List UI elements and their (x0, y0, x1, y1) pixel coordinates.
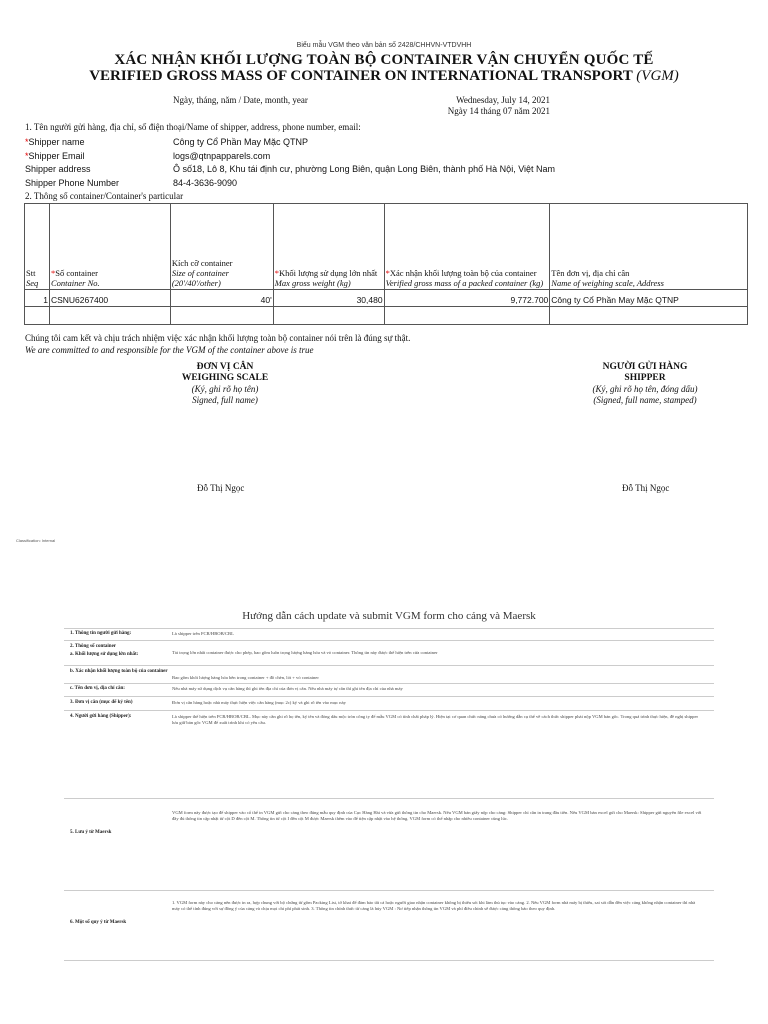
signature-shipper (570, 362, 720, 406)
sig-note-en: (Signed, full name, stamped) (593, 395, 697, 405)
header-vgm (384, 204, 550, 290)
shipper-name-value: Công ty Cổ Phần May Mặc QTNP (173, 137, 309, 147)
label-text: Shipper Email (28, 151, 85, 161)
header-text-vn: Số container (55, 268, 98, 278)
cell-container-no: CSNU6267400 (49, 290, 170, 307)
title-english (0, 68, 768, 85)
guide-label: c. Tên đơn vị, địa chỉ cân: (70, 686, 125, 691)
signature-name-left: Đỗ Thị Ngọc (197, 483, 245, 493)
date-caption: Ngày, tháng, năm / Date, month, year (173, 95, 308, 105)
label-text: Shipper name (28, 137, 85, 147)
header-text-en: Name of weighing scale, Address (551, 278, 664, 288)
header-text-vn: Tên đơn vị, địa chỉ cân (551, 268, 630, 278)
shipper-name-label (25, 137, 85, 147)
guide-label: a. Khối lượng sử dụng lớn nhất: (70, 652, 139, 657)
guide-title: Hướng dẫn cách update và submit VGM form cho cảng và Maersk (242, 610, 536, 622)
commitment-en: We are committed to and responsible for the VGM of the container above is true (25, 345, 314, 355)
cell-weighing-scale: Công ty Cổ Phần May Mặc QTNP (550, 290, 748, 307)
guide-text: Đơn vị cân hàng hoặc nhà máy thực hiện việc cân hàng (mục 2c) ký và ghi rõ tên vào mục này (172, 700, 346, 705)
sig-note-vn: (Ký, ghi rõ họ tên) (191, 384, 259, 394)
header-stt-text: Stt (26, 268, 36, 278)
title-abbreviation: (VGM) (636, 68, 679, 84)
shipper-email-label (25, 151, 85, 161)
guide-label: 2. Thông số container (70, 644, 117, 649)
required-mark: * (50, 268, 56, 278)
date-english: Wednesday, July 14, 2021 (456, 95, 550, 105)
header-text-en: Container No. (50, 278, 100, 288)
cell-seq: 1 (25, 290, 50, 307)
header-text-en-2: (20'/40'/other) (171, 278, 221, 288)
guide-text: Bao gồm khối lượng hàng hóa bên trong container + đồ chèn, lót + vỏ container (172, 675, 319, 680)
sig-note-en: Signed, full name) (192, 395, 258, 405)
cell-empty (49, 307, 170, 325)
guide-text: 1. VGM form này cho cảng nên được in ra, hợp chung với bộ chứng từ gồm Packing List, tờ khai để đảm bảo tất cả hoặc người giao nhận container không bị thiếu sót khi làm thủ tục vào cảng. 2. Nếu VGM form nhà máy bị thiếu, sai sót dẫn đến việc cảng không nhận container thì nhà máy có thể tính đúng với sự đồng ý của cảng và chịu mọi chi phí phát sinh. 3. Thông tin chính thức từ cảng là hủy VGM : Nơ tiếp nhận thông tin VGM và phí điều chỉnh sẽ được cảng thông báo theo quy định. (172, 900, 696, 911)
header-text-vn: Khối lượng sử dụng lớn nhất (278, 268, 378, 278)
signature-name-right: Đỗ Thị Ngọc (622, 483, 670, 493)
required-mark: * (25, 137, 29, 147)
header-text-en: Verified gross mass of a packed container (kg) (385, 278, 544, 288)
guide-text: VGM form này được tạo để shipper vào cổ thể in VGM gửi cho cảng theo đúng mẫu quy định của Cục Hàng Hải và vừa gửi thông tin cho Maersk. Nếu VGM bản giấy nộp cho cảng: Shipper chỉ cần in trang đầu tiên. Nếu VGM bản excel gửi cho Maersk: Shipper gửi nguyên file excel với đầy đủ thông tin cập nhật từ cột D đến cột M. Thông tin từ cột I đến cột M được Maersk thêm vào để tiện cập nhật vào hệ thống. VGM form có thể nhập cho nhiều container cùng lúc. (172, 810, 702, 821)
reference-note: Biểu mẫu VGM theo văn bản số 2428/CHHVN-VTDVHH (296, 42, 472, 49)
cell-empty (273, 307, 384, 325)
shipper-email-value: logs@qtnpapparels.com (173, 151, 271, 161)
header-seq-text: Seq (26, 278, 39, 288)
title-vietnamese: XÁC NHẬN KHỐI LƯỢNG TOÀN BỘ CONTAINER VẬN CHUYỂN QUỐC TẾ (114, 52, 654, 68)
header-text-en: Max gross weight (kg) (274, 278, 351, 288)
guide-text: Là shipper thể hiện trên FCR/HBOB/CBL. Mục này cần ghi rõ họ tên, ký tên và đóng dấu mộc tròn công ty để mẫu VGM có tính chất pháp lý. Hiện tại cơ quan chức năng chưa có hướng dẫn cụ thể về cách thức shipper phải nộp VGM bản gốc. Trong quá trình thực hiện, đề nghị shipper lưu giữ bản gốc VGM để xuất trình khi có yêu cầu. (172, 714, 699, 725)
guide-label: 3. Đơn vị cân (mục để ký tên) (70, 700, 133, 705)
container-section-title: 2. Thông số container/Container's particular (25, 191, 184, 201)
cell-empty (550, 307, 748, 325)
shipper-address-label: Shipper address (25, 164, 91, 174)
date-vietnamese: Ngày 14 tháng 07 năm 2021 (447, 106, 550, 116)
signature-weighing-scale (160, 362, 290, 406)
shipper-phone-value: 84-4-3636-9090 (173, 178, 238, 188)
sig-title-vn: NGƯỜI GỬI HÀNG (602, 362, 688, 372)
table-row-empty (25, 307, 748, 325)
header-weighing-scale (550, 204, 748, 290)
guide-label: 1. Thông tin người gửi hàng: (70, 631, 132, 636)
cell-empty (25, 307, 50, 325)
required-mark: * (25, 151, 29, 161)
guide-text: Tải trọng lớn nhất container được cho phép, bao gồm luôn trọng lượng hàng hóa và vỏ container. Thông tin này được thể hiện trên cửa container (172, 650, 438, 655)
shipper-section-title: 1. Tên người gửi hàng, địa chỉ, số điện thoại/Name of shipper, address, phone number, email: (25, 122, 361, 132)
guide-section (64, 600, 714, 970)
header-text-en: Size of container (171, 268, 229, 278)
container-table (24, 203, 748, 325)
table-row (25, 290, 748, 307)
required-mark: * (274, 268, 279, 278)
cell-empty (384, 307, 550, 325)
header-seq (25, 204, 50, 290)
sig-note-vn: (Ký, ghi rõ họ tên, đóng dấu) (592, 384, 698, 394)
sig-title-en: WEIGHING SCALE (181, 373, 269, 383)
shipper-address-value: Ô số18, Lô 8, Khu tái định cư, phường Long Biên, quận Long Biên, thành phố Hà Nội, Việt Nam (173, 164, 556, 174)
cell-max-gross: 30,480 (273, 290, 384, 307)
guide-label: b. Xác nhận khối lượng toàn bộ của container (70, 669, 168, 674)
header-max-gross (273, 204, 384, 290)
guide-label: 5. Lưu ý từ Maersk (70, 830, 112, 835)
shipper-phone-label: Shipper Phone Number (25, 178, 120, 188)
header-container-no (49, 204, 170, 290)
guide-label: 6. Một số quy ý từ Maersk (70, 920, 127, 925)
table-header-row (25, 204, 748, 290)
header-text-vn: Xác nhận khối lượng toàn bộ của container (389, 268, 537, 278)
guide-text: Nếu nhà máy sử dụng dịch vụ cân hàng thì ghi tên địa chỉ của đơn vị cân. Nếu nhà máy tự cân thì ghi tên địa chỉ của nhà máy (172, 686, 403, 691)
cell-empty (170, 307, 273, 325)
cell-size: 40' (170, 290, 273, 307)
required-mark: * (385, 268, 390, 278)
title-english-text: VERIFIED GROSS MASS OF CONTAINER ON INTERNATIONAL TRANSPORT (89, 68, 633, 84)
sig-title-en: SHIPPER (624, 373, 666, 383)
guide-text: Là shipper trên FCR/HBOB/CBL (172, 631, 234, 636)
commitment-vn: Chúng tôi cam kết và chịu trách nhiệm việc xác nhận khối lượng toàn bộ container nói trên là đúng sự thật. (25, 333, 411, 343)
header-text-vn: Kích cỡ container (171, 258, 233, 268)
sig-title-vn: ĐƠN VỊ CÂN (196, 362, 254, 372)
cell-vgm: 9,772.700 (384, 290, 550, 307)
classification-label: Classification: Internal (16, 538, 56, 543)
guide-label: 4. Người gửi hàng (Shipper): (70, 714, 132, 719)
header-size (170, 204, 273, 290)
